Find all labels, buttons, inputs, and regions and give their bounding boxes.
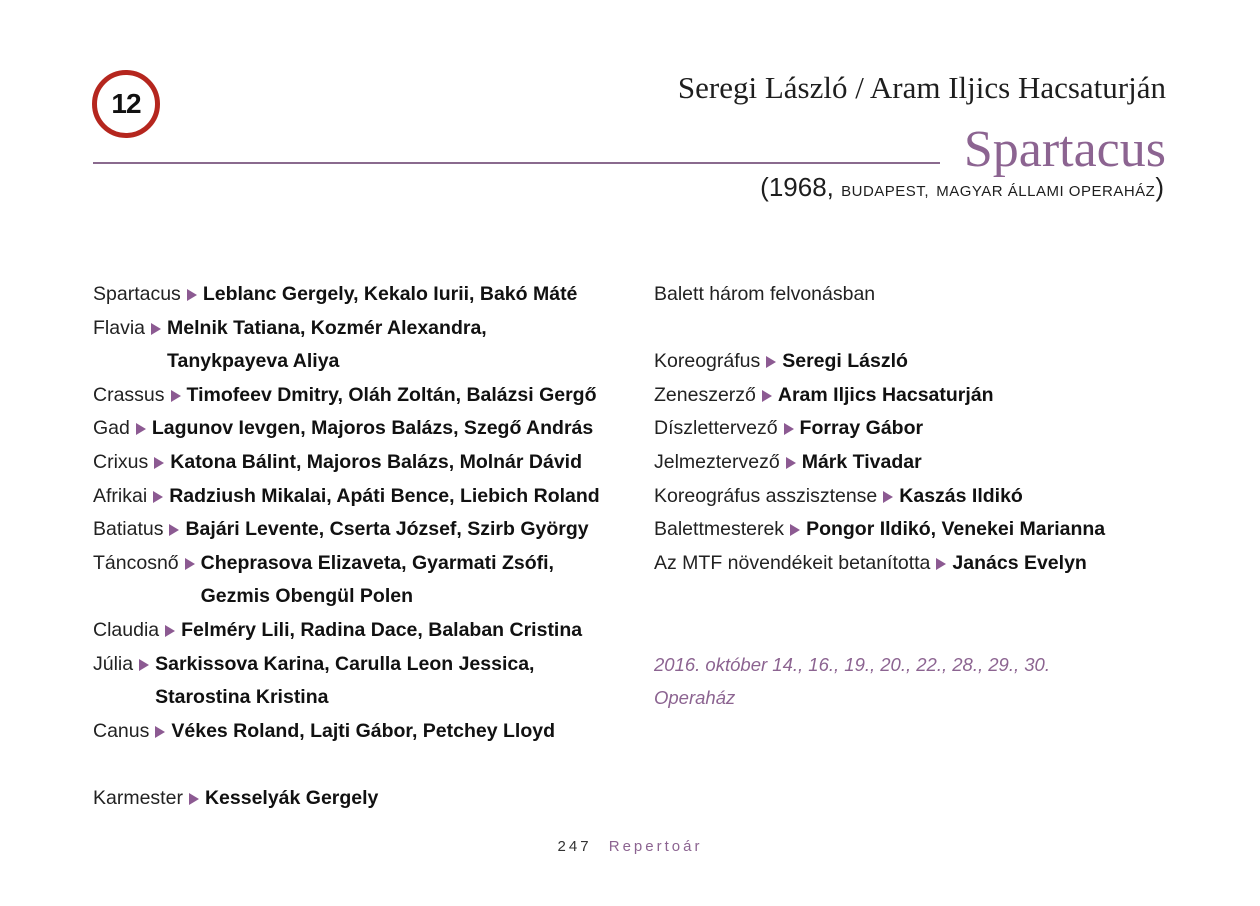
triangle-arrow-icon	[187, 289, 197, 301]
role-label: Koreográfus asszisztense	[654, 484, 878, 507]
triangle-arrow-icon	[154, 457, 164, 469]
cast-row	[93, 480, 633, 514]
triangle-arrow-icon	[883, 491, 893, 503]
credit-row	[654, 547, 1214, 581]
cast-row	[93, 446, 633, 480]
spacer	[654, 312, 1214, 346]
section-name: Repertoár	[608, 838, 703, 855]
credit-row	[654, 480, 1214, 514]
cast-row	[93, 278, 633, 312]
authors-heading: Seregi László / Aram Iljics Hacsaturján	[677, 70, 1166, 105]
cast-row	[93, 614, 633, 648]
premiere-open-paren: (	[760, 172, 769, 202]
role-label: Júlia	[93, 652, 134, 675]
triangle-arrow-icon	[151, 323, 161, 335]
triangle-arrow-icon	[762, 390, 772, 402]
performance-dates: 2016. október 14., 16., 19., 20., 22., 28., 29., 30.	[654, 653, 1050, 675]
performer-names: Leblanc Gergely, Kekalo Iurii, Bakó Máté	[202, 283, 578, 305]
performer-names-continued: Gezmis Obengül Polen	[200, 585, 414, 608]
performer-names: Melnik Tatiana, Kozmér Alexandra,	[167, 316, 487, 339]
premiere-info	[760, 172, 1164, 203]
work-subtitle: Balett három felvonásban	[654, 283, 876, 305]
role-label: Karmester	[93, 786, 183, 809]
role-label: Batiatus	[93, 518, 164, 541]
triangle-arrow-icon	[189, 793, 199, 805]
performer-names: Kaszás Ildikó	[899, 484, 1023, 507]
premiere-year: 1968,	[768, 172, 834, 202]
premiere-close-paren: )	[1155, 172, 1164, 202]
cast-list	[93, 278, 633, 816]
performer-names: Janács Evelyn	[952, 551, 1087, 574]
triangle-arrow-icon	[155, 726, 165, 738]
performance-venue: Operaház	[654, 687, 736, 709]
cast-row	[93, 648, 633, 682]
credit-row	[654, 446, 1214, 480]
role-label: Táncosnő	[93, 551, 179, 574]
triangle-arrow-icon	[139, 659, 149, 671]
spacer	[93, 748, 633, 782]
premiere-venue: MAGYAR ÁLLAMI OPERAHÁZ	[936, 183, 1156, 200]
performer-names: Timofeev Dmitry, Oláh Zoltán, Balázsi Gergő	[186, 383, 597, 406]
performer-names: Aram Iljics Hacsaturján	[777, 383, 994, 406]
performer-names: Cheprasova Elizaveta, Gyarmati Zsófi,	[200, 551, 554, 574]
performer-names-continued: Tanykpayeva Aliya	[167, 350, 340, 373]
triangle-arrow-icon	[171, 390, 181, 402]
triangle-arrow-icon	[153, 491, 163, 503]
performer-names: Vékes Roland, Lajti Gábor, Petchey Lloyd	[171, 719, 555, 742]
triangle-arrow-icon	[185, 558, 195, 570]
premiere-city: BUDAPEST,	[841, 183, 929, 200]
performer-names: Bajári Levente, Cserta József, Szirb György	[185, 518, 589, 541]
credit-row	[654, 412, 1214, 446]
performer-names-continued: Starostina Kristina	[155, 686, 329, 709]
spacer	[654, 614, 1214, 648]
performer-names: Felméry Lili, Radina Dace, Balaban Cristina	[181, 618, 583, 641]
triangle-arrow-icon	[766, 356, 776, 368]
triangle-arrow-icon	[784, 423, 794, 435]
triangle-arrow-icon	[786, 457, 796, 469]
performer-names: Seregi László	[782, 350, 908, 373]
role-label: Koreográfus	[654, 350, 761, 373]
credit-row	[654, 513, 1214, 547]
performer-names: Pongor Ildikó, Venekei Marianna	[806, 518, 1106, 541]
role-label: Zeneszerző	[654, 383, 756, 406]
role-label: Afrikai	[93, 484, 148, 507]
performer-names: Lagunov Ievgen, Majoros Balázs, Szegő András	[151, 417, 594, 440]
role-label: Díszlettervező	[654, 417, 778, 440]
role-label: Gad	[93, 417, 130, 440]
cast-row	[93, 412, 633, 446]
role-label: Canus	[93, 719, 150, 742]
item-number: 12	[111, 88, 141, 119]
role-label: Crassus	[93, 383, 165, 406]
performer-names: Radziush Mikalai, Apáti Bence, Liebich Roland	[169, 484, 600, 507]
role-label: Balettmesterek	[654, 518, 785, 541]
triangle-arrow-icon	[136, 423, 146, 435]
triangle-arrow-icon	[165, 625, 175, 637]
work-title: Spartacus	[963, 121, 1166, 178]
page-number: 247	[557, 838, 592, 855]
role-label: Flavia	[93, 316, 146, 339]
spacer	[654, 580, 1214, 614]
credits-list	[654, 345, 1214, 580]
role-label: Jelmeztervező	[654, 450, 780, 473]
cast-row	[93, 547, 633, 581]
performer-names: Forray Gábor	[799, 417, 924, 440]
item-number-badge	[92, 70, 160, 138]
triangle-arrow-icon	[790, 524, 800, 536]
performer-names: Katona Bálint, Majoros Balázs, Molnár Dávid	[170, 450, 583, 473]
production-info	[654, 278, 1214, 715]
cast-row	[93, 513, 633, 547]
page-footer	[0, 838, 1260, 855]
cast-row	[93, 312, 633, 346]
cast-row	[93, 715, 633, 749]
cast-row	[93, 379, 633, 413]
triangle-arrow-icon	[936, 558, 946, 570]
credit-row	[654, 379, 1214, 413]
conductor-row	[93, 782, 633, 816]
credit-row	[654, 345, 1214, 379]
header-rule	[93, 162, 940, 164]
performer-names: Sarkissova Karina, Carulla Leon Jessica,	[155, 652, 535, 675]
role-label: Spartacus	[93, 283, 181, 305]
triangle-arrow-icon	[169, 524, 179, 536]
role-label: Az MTF növendékeit betanította	[654, 551, 931, 574]
performer-names: Kesselyák Gergely	[204, 786, 379, 809]
performer-names: Márk Tivadar	[801, 450, 922, 473]
role-label: Claudia	[93, 618, 160, 641]
role-label: Crixus	[93, 450, 149, 473]
